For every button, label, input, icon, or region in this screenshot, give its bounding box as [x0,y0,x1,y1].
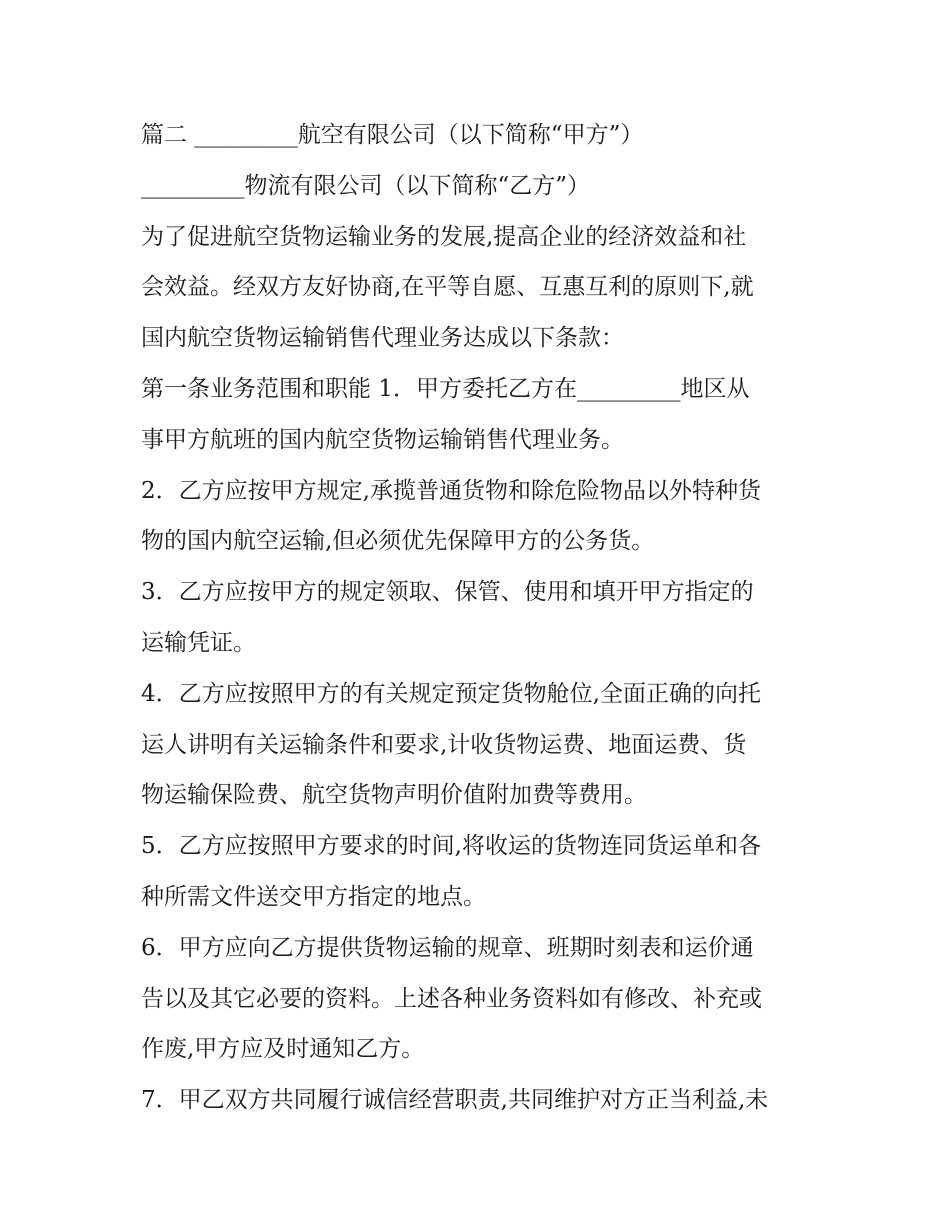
contract-line: 物的国内航空运输,但必须优先保障甲方的公务货。 [141,528,655,555]
contract-line: 事甲方航班的国内航空货物运输销售代理业务。 [141,426,624,453]
contract-line-clause-2: 2．乙方应按甲方规定,承揽普通货物和除危险物品以外特种货 [141,477,761,504]
contract-line: 告以及其它必要的资料。上述各种业务资料如有修改、补充或 [141,985,762,1012]
contract-line: 为了促进航空货物运输业务的发展,提高企业的经济效益和社 [141,223,747,250]
contract-line-clause-6: 6．甲方应向乙方提供货物运输的规章、班期时刻表和运价通 [141,934,754,961]
contract-line: 会效益。经双方友好协商,在平等自愿、互惠互利的原则下,就 [141,274,754,301]
contract-line-clause-4: 4．乙方应按照甲方的有关规定预定货物舱位,全面正确的向托 [141,680,761,707]
contract-line-party-b: _________物流有限公司（以下简称“乙方”） [141,172,591,199]
contract-line-article-1: 第一条业务范围和职能 1．甲方委托乙方在_________地区从 [141,375,750,402]
contract-line: 作废,甲方应及时通知乙方。 [141,1036,425,1063]
contract-line-clause-5: 5．乙方应按照甲方要求的时间,将收运的货物连同货运单和各 [141,833,761,860]
contract-line: 物运输保险费、航空货物声明价值附加费等费用。 [141,782,647,809]
contract-line: 运人讲明有关运输条件和要求,计收货物运费、地面运费、货 [141,731,747,758]
contract-body [141,110,821,1126]
contract-line: 国内航空货物运输销售代理业务达成以下条款： [141,325,624,352]
contract-line-clause-7: 7．甲乙双方共同履行诚信经营职责,共同维护对方正当利益,未 [141,1087,769,1114]
contract-line-clause-3: 3．乙方应按甲方的规定领取、保管、使用和填开甲方指定的 [141,579,754,606]
contract-line-party-a: 篇二 _________航空有限公司（以下简称“甲方”） [141,122,644,148]
contract-line: 运输凭证。 [141,629,256,656]
contract-line: 种所需文件送交甲方指定的地点。 [141,883,486,910]
